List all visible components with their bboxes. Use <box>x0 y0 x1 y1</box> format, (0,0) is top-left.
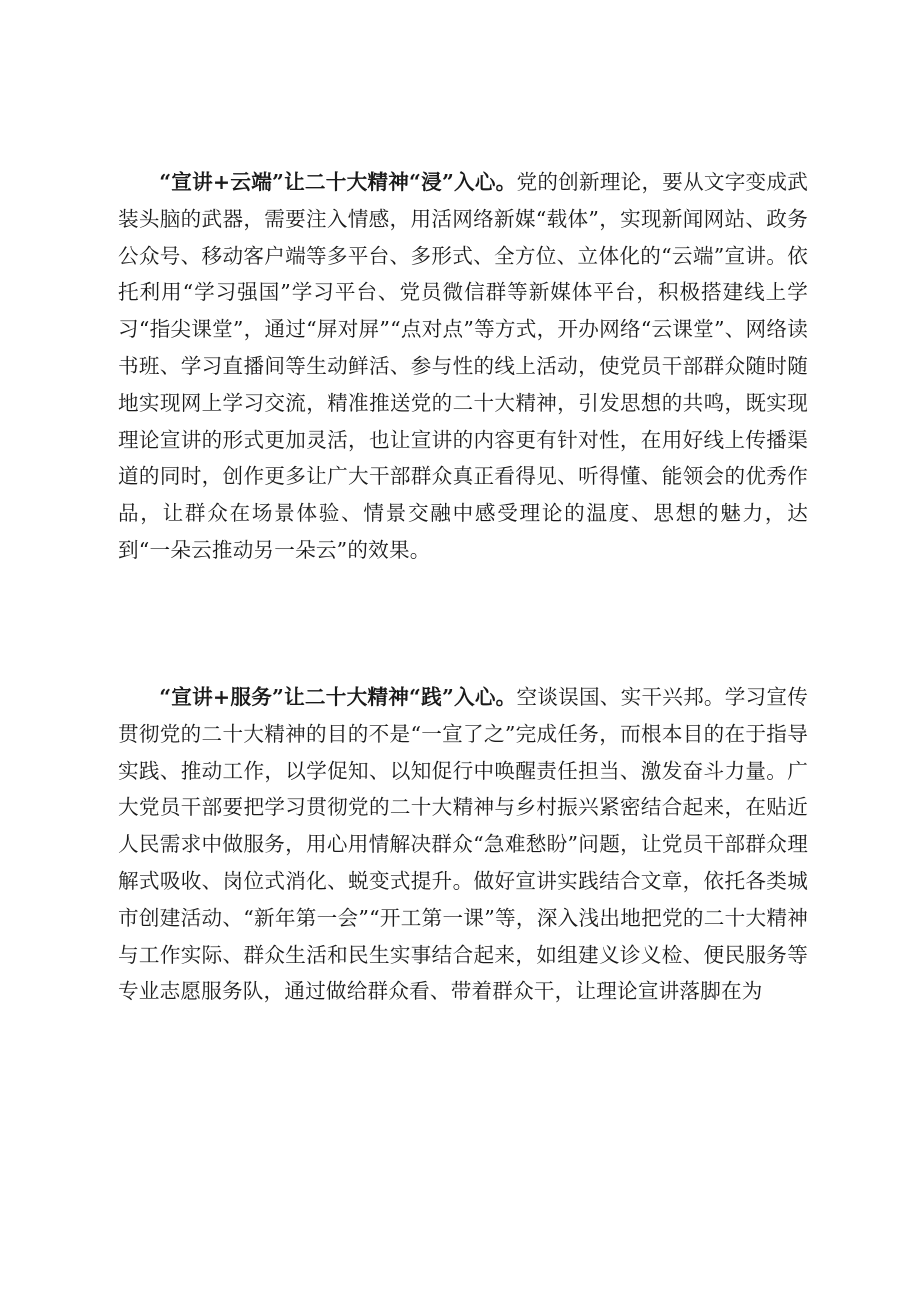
paragraph-body: 空谈误国、实干兴邦。学习宣传贯彻党的二十大精神的目的不是“一宣了之”完成任务，而根本目的在于指导实践、推动工作，以学促知、以知促行中唤醒责任担当、激发奋斗力量。广大党员干部要把学习贯彻党的二十大精神与乡村振兴紧密结合起来，在贴近人民需求中做服务，用心用情解决群众“急难愁盼”问题，让党员干部群众理解式吸收、岗位式消化、蜕变式提升。做好宣讲实践结合文章，依托各类城市创建活动、“新年第一会”“开工第一课”等，深入浅出地把党的二十大精神与工作实际、群众生活和民生实事结合起来，如组建义诊义检、便民服务等专业志愿服务队，通过做给群众看、带着群众干，让理论宣讲落脚在为 <box>118 685 808 1004</box>
paragraph-service-lecture <box>118 679 808 1010</box>
paragraph-cloud-lecture <box>118 164 808 569</box>
paragraph-heading: “宣讲+云端”让二十大精神“浸”入心。 <box>159 170 517 194</box>
paragraph-body: 党的创新理论，要从文字变成武装头脑的武器，需要注入情感，用活网络新媒“载体”，实现新闻网站、政务公众号、移动客户端等多平台、多形式、全方位、立体化的“云端”宣讲。依托利用“学习强国”学习平台、党员微信群等新媒体平台，积极搭建线上学习“指尖课堂”，通过“屏对屏”“点对点”等方式，开办网络“云课堂”、网络读书班、学习直播间等生动鲜活、参与性的线上活动，使党员干部群众随时随地实现网上学习交流，精准推送党的二十大精神，引发思想的共鸣，既实现理论宣讲的形式更加灵活，也让宣讲的内容更有针对性，在用好线上传播渠道的同时，创作更多让广大干部群众真正看得见、听得懂、能领会的优秀作品，让群众在场景体验、情景交融中感受理论的温度、思想的魅力，达到“一朵云推动另一朵云”的效果。 <box>118 170 808 562</box>
paragraph-heading: “宣讲+服务”让二十大精神“践”入心。 <box>159 685 517 709</box>
